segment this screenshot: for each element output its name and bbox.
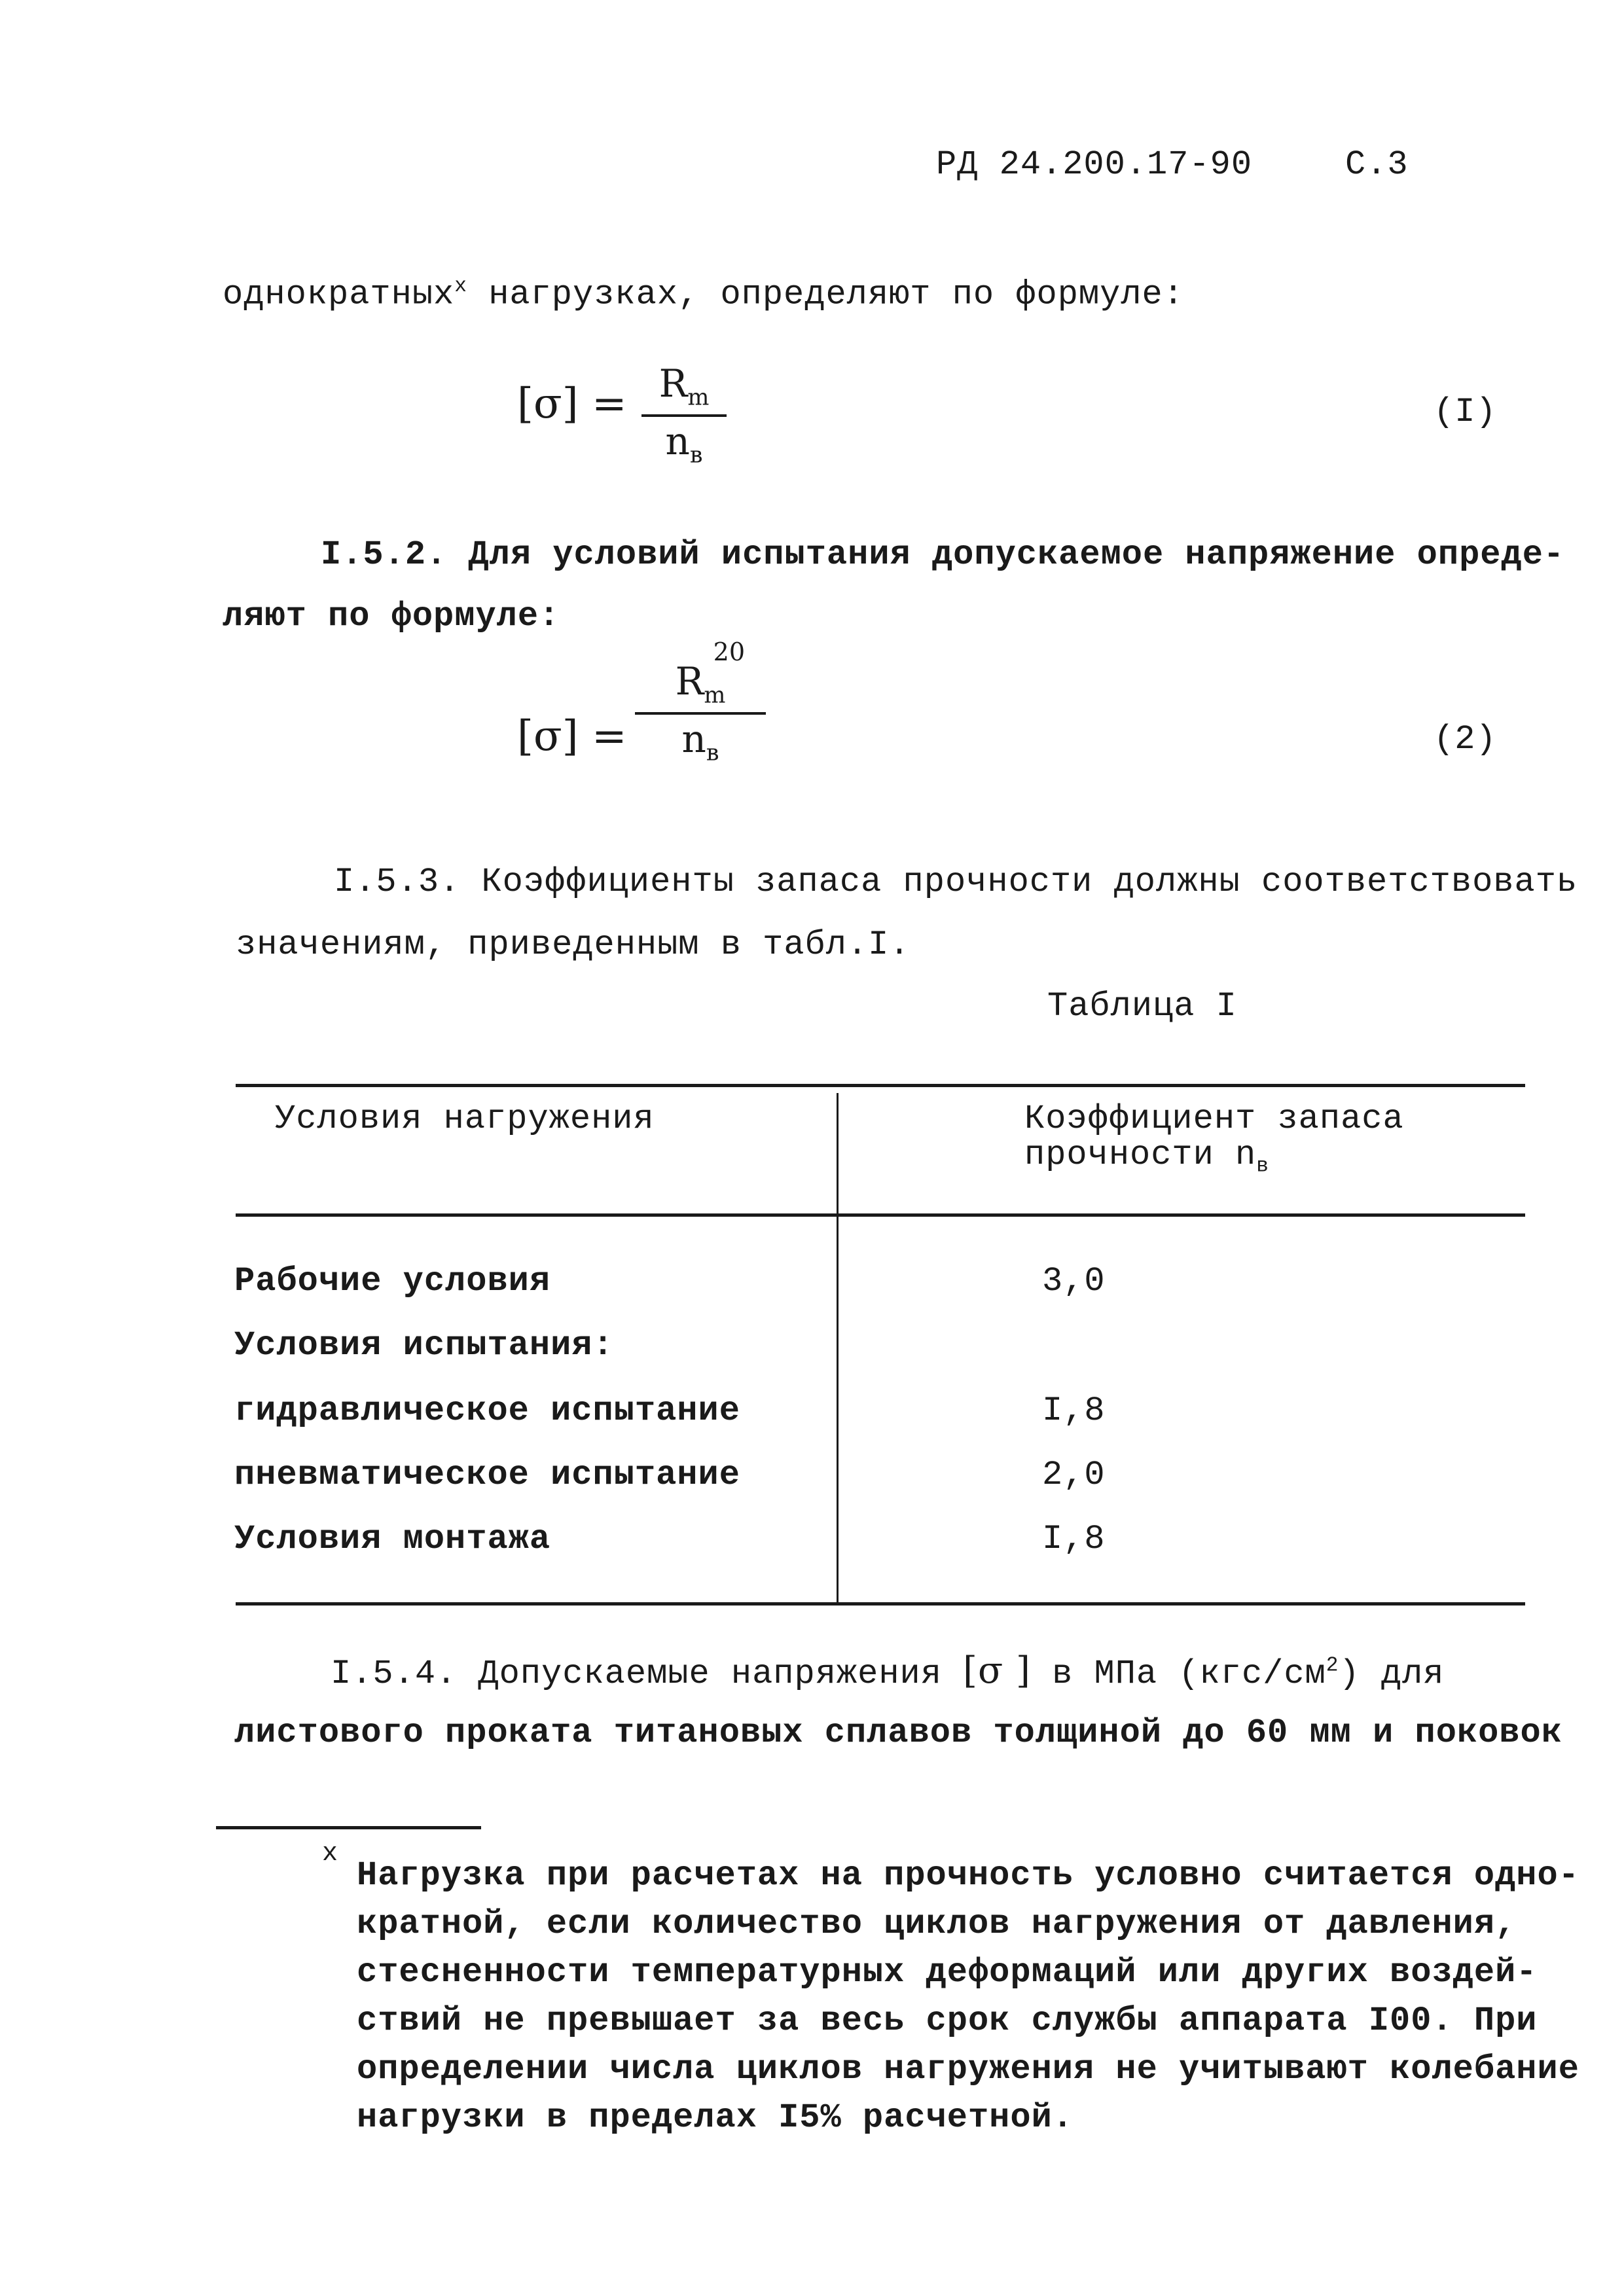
table-caption: Таблица I (1047, 987, 1237, 1026)
table-row-label: гидравлическое испытание (234, 1391, 740, 1430)
formula-2-numerator: $R_m$ 20 (675, 637, 746, 709)
table-bottom-rule (236, 1602, 1525, 1605)
formula-1-lhs: [σ] = (517, 380, 627, 428)
table-row-value: 2,0 (1042, 1456, 1106, 1494)
table-row-value: 3,0 (1042, 1262, 1106, 1300)
table-row-label: Рабочие условия (234, 1262, 551, 1300)
sigma-symbol: [σ ] (963, 1649, 1031, 1692)
table-row-value: I,8 (1042, 1520, 1106, 1558)
footnote-line: нагрузки в пределах I5% расчетной. (357, 2098, 1074, 2137)
fraction-bar (641, 414, 727, 417)
para-153-line-2: значениям, приведенным в табл.I. (236, 925, 911, 964)
intro-line (223, 275, 1184, 314)
para-153-line-1: I.5.3. Коэффициенты запаса прочности должны соответствовать (334, 863, 1578, 901)
formula-1-denominator: $n_в$ (665, 418, 703, 469)
para-154-line-1: I.5.4. Допускаемые напряжения [σ ] в МПа $(кгс/см^2)$ для (331, 1649, 1445, 1693)
formula-2-superscript: 20 (713, 637, 746, 666)
formula-1-number: (I) (1434, 393, 1497, 431)
table-col2-header-line-2: прочности $n_в$ (1024, 1136, 1269, 1178)
document-code: РД 24.200.17-90 (936, 145, 1253, 184)
formula-2-number: (2) (1434, 720, 1497, 759)
formula-2-fraction (635, 637, 766, 766)
footnote-separator (216, 1826, 481, 1829)
footnote-ref: x (454, 275, 467, 298)
formula-1-fraction (641, 363, 727, 468)
table-top-rule (236, 1084, 1525, 1087)
table-col1-header: Условия нагружения (275, 1100, 655, 1138)
formula-2-denominator: $n_в$ (681, 716, 719, 766)
para-154-line-2: листового проката титановых сплавов толщиной до 60 мм и поковок (234, 1713, 1562, 1752)
page-number: С.3 (1345, 145, 1409, 184)
table-row-value: I,8 (1042, 1391, 1106, 1430)
footnote-line: кратной, если количество циклов нагружения от давления, (357, 1905, 1517, 1943)
para-152-line-2: ляют по формуле: (223, 597, 560, 636)
footnote-line: Нагрузка при расчетах на прочность условно считается одно- (357, 1856, 1579, 1895)
footnote-mark: x (322, 1839, 339, 1869)
formula-1-numerator: $R_m$ (659, 361, 710, 411)
table-col2-header-line-1: Коэффициент запаса (1024, 1100, 1404, 1138)
footnote-line: стесненности температурных деформаций или других воздей- (357, 1953, 1538, 1992)
table-row-label: пневматическое испытание (234, 1456, 740, 1494)
table-column-divider (837, 1093, 839, 1602)
intro-text-b: нагрузках, определяют по формуле: (467, 275, 1184, 314)
para-152-line-1: I.5.2. Для условий испытания допускаемое напряжение опреде- (321, 535, 1565, 574)
fraction-bar (635, 712, 766, 715)
footnote-line: определении числа циклов нагружения не учитывают колебание (357, 2050, 1579, 2089)
intro-text-a: однократных (223, 275, 455, 314)
footnote-line: ствий не превышает за весь срок службы аппарата I00. При (357, 2001, 1538, 2040)
table-header-rule (236, 1213, 1525, 1217)
table-row-label: Условия монтажа (234, 1520, 551, 1558)
formula-2-lhs: [σ] = (517, 712, 627, 761)
table-row-label: Условия испытания: (234, 1326, 614, 1365)
